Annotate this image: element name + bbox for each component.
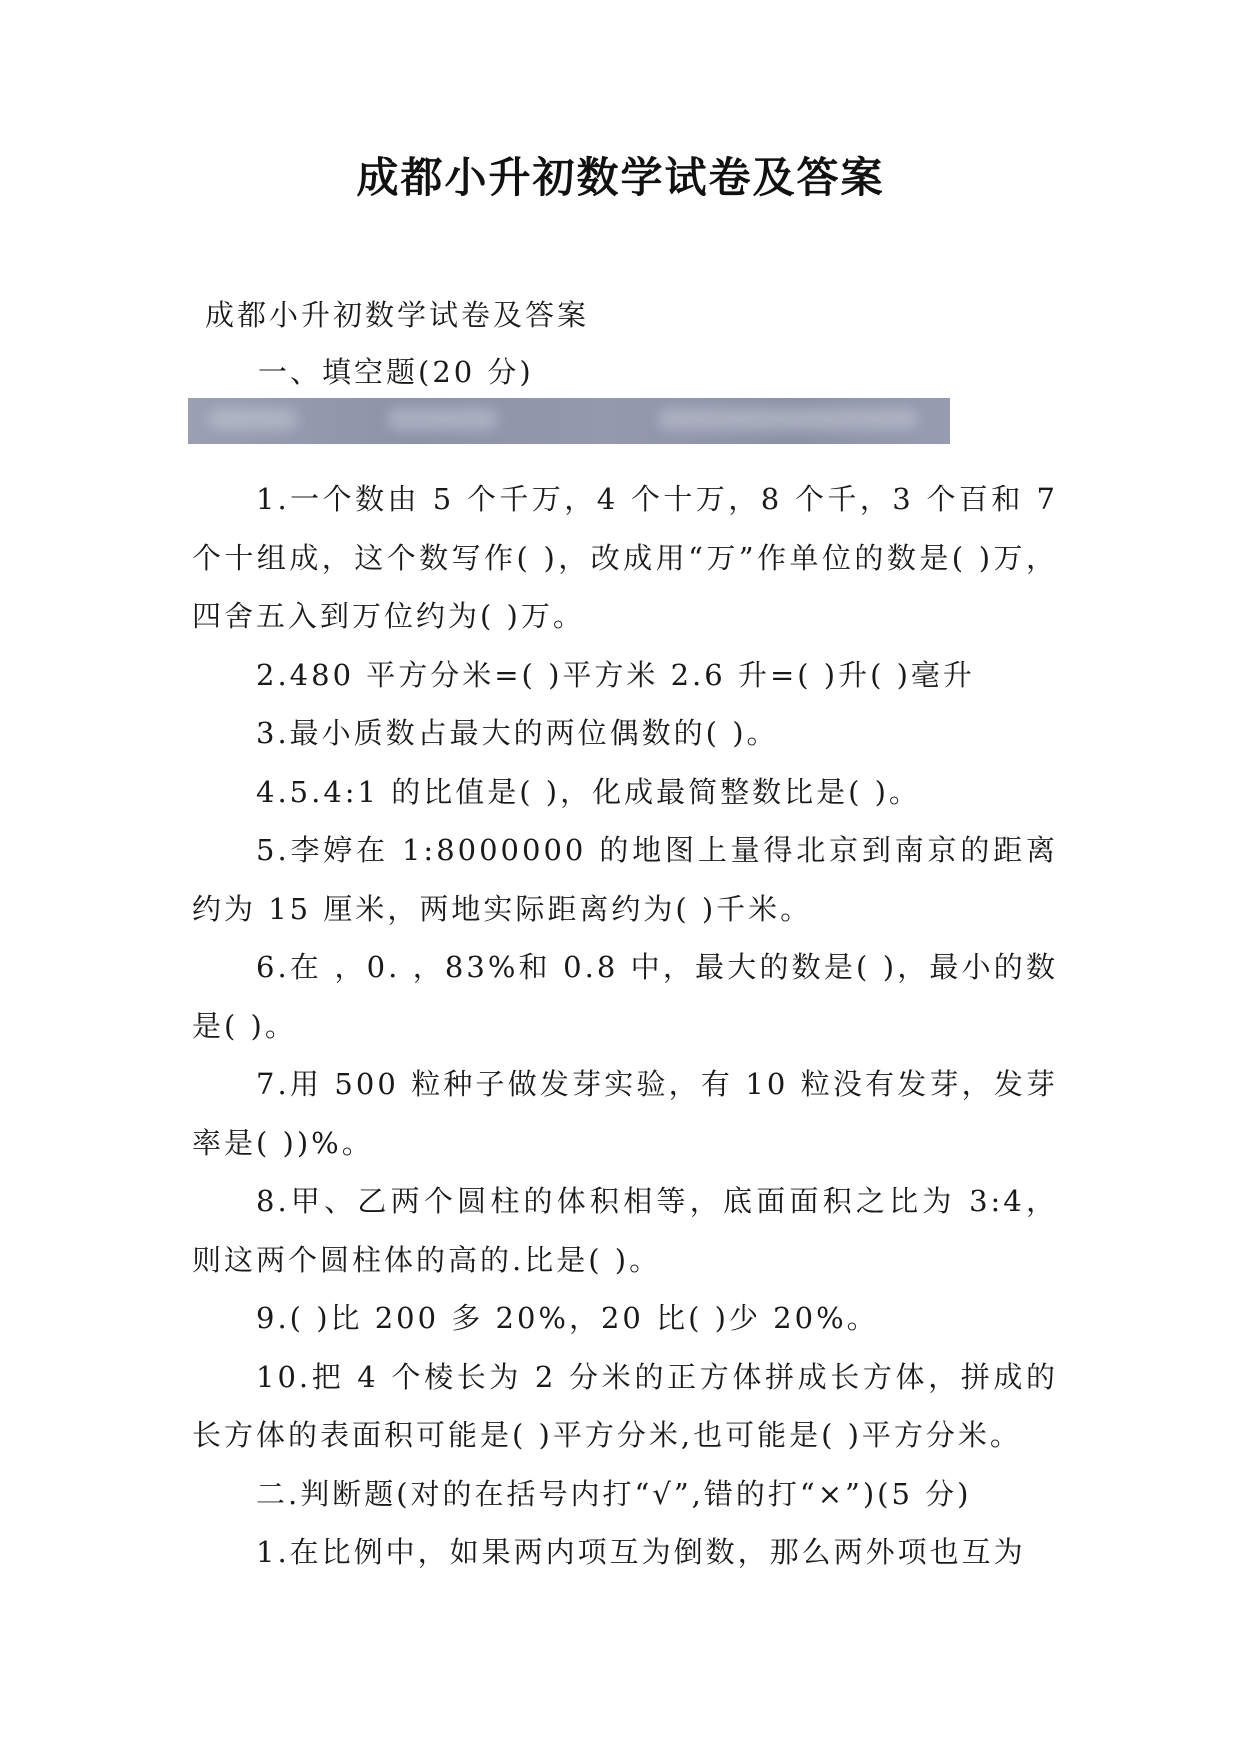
blurred-banner: [188, 398, 950, 444]
question-paragraph: 3.最小质数占最大的两位偶数的( )。: [256, 716, 779, 750]
section-heading-true-false: 二.判断题(对的在括号内打“√”,错的打“×”)(5 分): [256, 1476, 972, 1511]
question-list: [192, 470, 1058, 1582]
question-paragraph: 1.在比例中，如果两内项互为倒数，那么两外项也互为: [256, 1535, 1026, 1569]
question-paragraph: 6.在 ，0. ，83%和 0.8 中，最大的数是( )，最小的数是( )。: [192, 950, 1058, 1043]
question-paragraph: 2.480 平方分米=( )平方米 2.6 升=( )升( )毫升: [256, 657, 975, 692]
question-paragraph: 1.一个数由 5 个千万，4 个十万，8 个千，3 个百和 7 个十组成，这个数写作( )，改成用“万”作单位的数是( )万，四舍五入到万位约为( )万。: [192, 482, 1058, 633]
document-subtitle: 成都小升初数学试卷及答案: [205, 298, 590, 332]
question-paragraph: 7.用 500 粒种子做发芽实验，有 10 粒没有发芽，发芽率是( ))%。: [192, 1067, 1058, 1160]
document-title: 成都小升初数学试卷及答案: [356, 153, 885, 202]
question-paragraph: 8.甲、乙两个圆柱的体积相等，底面面积之比为 3:4，则这两个圆柱体的高的.比是( )。: [192, 1184, 1058, 1277]
section-heading-fill-in: 一、填空题(20 分): [258, 355, 534, 389]
question-paragraph: 5.李婷在 1:8000000 的地图上量得北京到南京的距离约为 15 厘米，两地实际距离约为( )千米。: [192, 833, 1058, 926]
question-paragraph: 4.5.4:1 的比值是( )，化成最简整数比是( )。: [256, 774, 921, 809]
question-paragraph: 10.把 4 个棱长为 2 分米的正方体拼成长方体，拼成的长方体的表面积可能是( )平方分米,也可能是( )平方分米。: [192, 1359, 1058, 1452]
question-paragraph: 9.( )比 200 多 20%，20 比( )少 20%。: [256, 1301, 879, 1335]
